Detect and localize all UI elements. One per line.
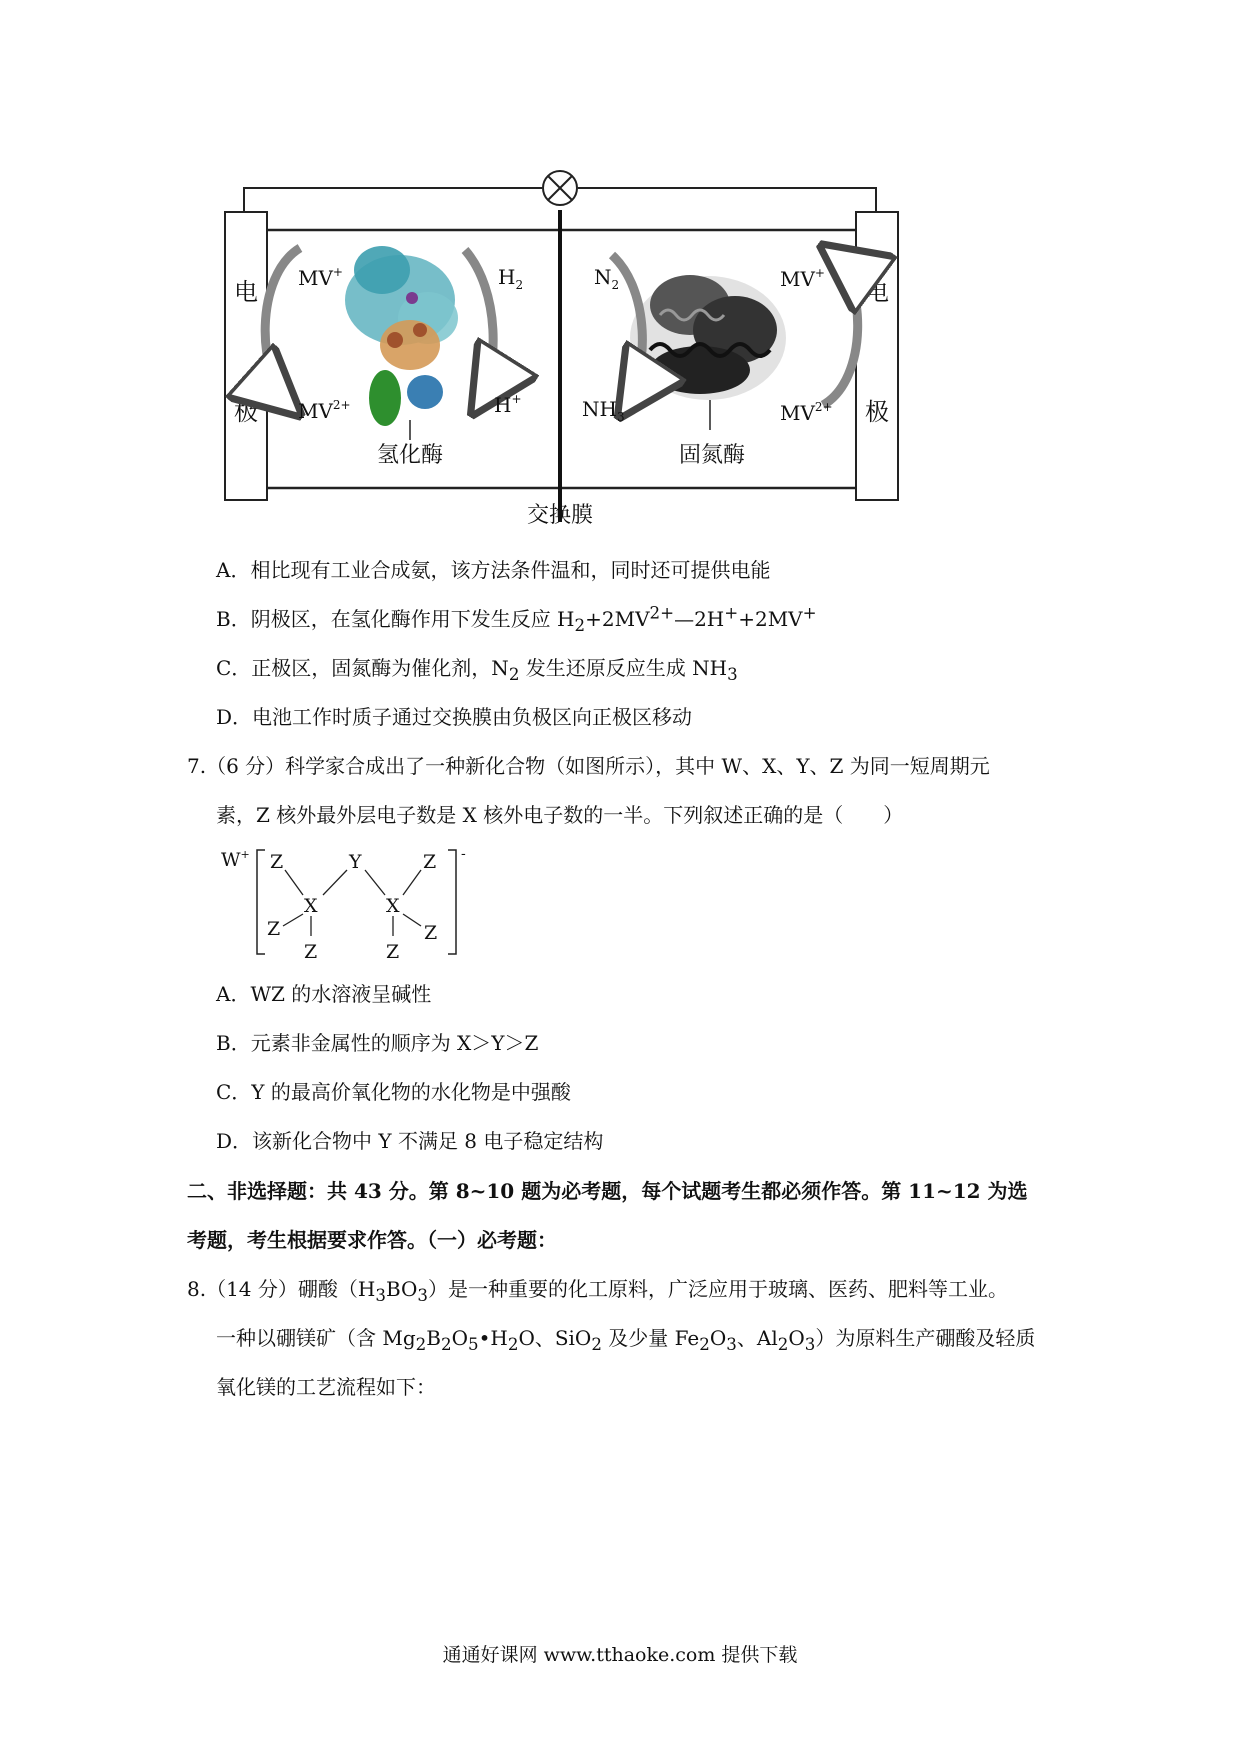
nitrogenase-label: 固氮酶 xyxy=(678,443,746,468)
q7-stem-line2: 素，Z 核外最外层电子数是 X 核外电子数的一半。下列叙述正确的是（ ） xyxy=(216,803,904,827)
hydrogenase-label: 氢化酶 xyxy=(376,443,444,468)
superscript: 2+ xyxy=(649,603,675,623)
subscript: 2 xyxy=(508,665,520,684)
section2-heading-line1: 二、非选择题：共 43 分。第 8~10 题为必考题，每个试题考生都必须作答。第 11~12 为选 xyxy=(187,1179,1028,1203)
external-wire xyxy=(244,188,542,212)
q8-stem-line1 xyxy=(187,1273,1008,1305)
subscript: 3 xyxy=(726,1335,737,1354)
atom-y: Y xyxy=(349,851,362,873)
subscript: 2 xyxy=(574,616,586,635)
right-bracket xyxy=(448,850,456,954)
atom-x: X xyxy=(304,895,318,917)
left-electrode xyxy=(225,212,267,500)
q8-text: O xyxy=(788,1326,805,1350)
atom-z: Z xyxy=(267,918,281,940)
subscript: 3 xyxy=(417,1286,429,1305)
external-wire xyxy=(578,188,876,212)
subscript: 2 xyxy=(507,1335,519,1354)
q6-option-c xyxy=(216,652,738,684)
subscript: 3 xyxy=(727,665,738,684)
atom-z: Z xyxy=(304,941,318,962)
anion-charge: - xyxy=(461,846,466,862)
option-b-text: +2MV xyxy=(585,607,650,631)
q8-text: •H xyxy=(478,1326,508,1350)
subscript: 5 xyxy=(467,1335,479,1354)
atom-x: X xyxy=(386,895,400,917)
subscript: 2 xyxy=(591,1335,602,1354)
curved-arrow-h2-oxidation xyxy=(465,250,493,405)
q7-option-a: A．WZ 的水溶液呈碱性 xyxy=(216,982,432,1006)
nitrogenase-enzyme-image xyxy=(630,275,786,430)
q8-text: ）是一种重要的化工原料，广泛应用于玻璃、医药、肥料等工业。 xyxy=(428,1277,1009,1301)
atom-z: Z xyxy=(423,851,437,873)
label-mv-plus-left: MV+ xyxy=(298,265,343,290)
label-h-plus: H+ xyxy=(494,392,522,417)
label-h2: $H_2$ xyxy=(498,265,524,292)
q7-option-b: B．元素非金属性的顺序为 X＞Y＞Z xyxy=(216,1031,539,1055)
q8-text: BO xyxy=(385,1277,418,1301)
left-electrode-label: 电 xyxy=(234,278,258,306)
label-nh3: $NH_3$ xyxy=(582,397,625,424)
compound-structure-diagram xyxy=(215,842,475,962)
label-mv-plus-right: MV+ xyxy=(780,266,825,291)
superscript: + xyxy=(724,603,739,623)
subscript: 2 xyxy=(440,1335,452,1354)
label-mv-2plus-left: $MV^{2+}$ xyxy=(298,398,351,423)
q8-text: 一种以硼镁矿（含 Mg xyxy=(216,1326,416,1350)
q8-text: ）为原料生产硼酸及轻质 xyxy=(815,1326,1036,1350)
cation-w: W+ xyxy=(221,848,250,871)
q8-text: B xyxy=(426,1326,441,1350)
curved-arrow-mv-oxidation xyxy=(823,252,858,405)
q8-text: 及少量 Fe xyxy=(601,1326,700,1350)
q8-text: 、Al xyxy=(736,1326,778,1350)
q8-stem-line2 xyxy=(216,1322,1035,1354)
q8-text: O xyxy=(709,1326,727,1350)
atom-z: Z xyxy=(386,941,400,962)
q6-option-a: A．相比现有工业合成氨，该方法条件温和，同时还可提供电能 xyxy=(216,558,771,582)
section2-heading-line2: 考题，考生根据要求作答。（一）必考题： xyxy=(187,1228,557,1252)
curved-arrow-mv-reduction xyxy=(265,248,300,408)
label-mv-2plus-right: $MV^{2+}$ xyxy=(780,400,833,425)
right-electrode xyxy=(856,212,898,500)
atom-z: Z xyxy=(270,851,284,873)
q8-stem-line3: 氧化镁的工艺流程如下： xyxy=(216,1375,436,1399)
q7-stem-line1: 7.（6 分）科学家合成出了一种新化合物（如图所示），其中 W、X、Y、Z 为同一短周期元 xyxy=(187,754,990,778)
option-b-text: —2H xyxy=(674,607,725,631)
right-electrode-label: 极 xyxy=(865,398,889,426)
subscript: 2 xyxy=(777,1335,789,1354)
option-b-text: +2MV xyxy=(738,607,803,631)
right-electrode-label: 电 xyxy=(865,278,889,306)
left-electrode-label: 极 xyxy=(234,398,258,426)
label-n2: $N_2$ xyxy=(594,265,620,292)
q7-option-d: D．该新化合物中 Y 不满足 8 电子稳定结构 xyxy=(216,1129,604,1153)
q7-option-c: C．Y 的最高价氧化物的水化物是中强酸 xyxy=(216,1080,571,1104)
hydrogenase-enzyme-image xyxy=(345,246,458,440)
option-b-text: B．阴极区，在氢化酶作用下发生反应 H xyxy=(216,607,575,631)
q6-option-d: D．电池工作时质子通过交换膜由负极区向正极区移动 xyxy=(216,705,693,729)
subscript: 3 xyxy=(804,1335,816,1354)
superscript: + xyxy=(802,603,817,623)
subscript: 2 xyxy=(699,1335,710,1354)
atom-z: Z xyxy=(424,922,438,944)
option-c-text: C．正极区，固氮酶为催化剂，N xyxy=(216,656,509,680)
q6-option-b xyxy=(216,603,817,635)
membrane-label: 交换膜 xyxy=(526,503,594,528)
subscript: 3 xyxy=(375,1286,386,1305)
left-bracket xyxy=(257,850,265,954)
q8-text: O xyxy=(451,1326,468,1350)
q8-text: O、SiO xyxy=(518,1326,592,1350)
option-c-text: 发生还原反应生成 NH xyxy=(519,656,728,680)
page-footer: 通通好课网 www.tthaoke.com 提供下载 xyxy=(442,1644,798,1666)
subscript: 2 xyxy=(415,1335,427,1354)
q8-text: 8.（14 分）硼酸（H xyxy=(187,1277,376,1301)
fuel-cell-diagram xyxy=(0,0,1240,540)
lamp-icon xyxy=(543,171,577,205)
